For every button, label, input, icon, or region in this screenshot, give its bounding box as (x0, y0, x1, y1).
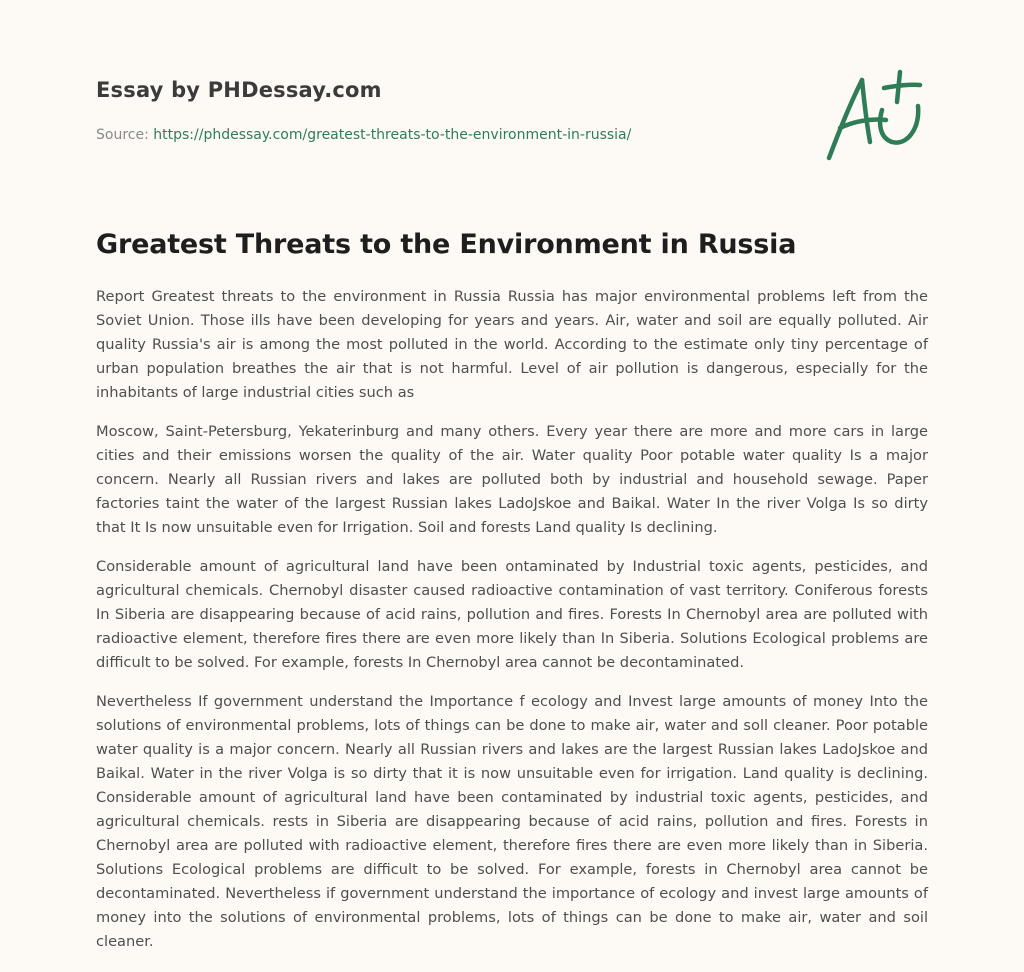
source-link[interactable]: https://phdessay.com/greatest-threats-to-the-environment-in-russia/ (153, 127, 632, 143)
article-body (96, 285, 928, 969)
paragraph: Nevertheless If government understand the Importance f ecology and Invest large amounts of money Into the solutions of environmental problems, lots of things can be done to make air, water and soll cleaner. Poor potable water quality is a major concern. Nearly all Russian rivers and lakes are the largest Russian lakes LadoJskoe and Baikal. Water in the river Volga is so dirty that it is now unsuitable even for irrigation. Land quality is declining. Considerable amount of agricultural land have been contaminated by industrial toxic agents, pesticides, and agricultural chemicals. rests in Siberia are disappearing because of acid rains, pollution and fires. Forests in Chernobyl area are polluted with radioactive element, therefore fires there are even more likely than in Siberia. Solutions Ecological problems are difficult to be solved. For example, forests in Chernobyl area cannot be decontaminated. Nevertheless if government understand the importance of ecology and invest large amounts of money into the solutions of environmental problems, lots of things can be done to make air, water and soil cleaner. (96, 693, 928, 950)
a-plus-grade-logo-icon (820, 66, 930, 166)
paragraph: Considerable amount of agricultural land have been ontaminated by Industrial toxic agents, pesticides, and agricultural chemicals. Chernobyl disaster caused radioactive contamination of vast territory. Coniferous forests In Siberia are disappearing because of acid rains, pollution and fires. Forests In Chernobyl area are polluted with radioactive element, therefore fires there are even more likely than In Siberia. Solutions Ecological problems are difficult to be solved. For example, forests In Chernobyl area cannot be decontaminated. (96, 558, 928, 671)
article-title: Greatest Threats to the Environment in Russia (96, 229, 797, 260)
paragraph: Moscow, Saint-Petersburg, Yekaterinburg and many others. Every year there are more and more cars in large cities and their emissions worsen the quality of the air. Water quality Poor potable water quality Is a major concern. Nearly all Russian rivers and lakes are polluted both by industrial and household sewage. Paper factories taint the water of the largest Russian lakes LadoJskoe and Baikal. Water In the river Volga Is so dirty that It Is now unsuitable even for Irrigation. Soil and forests Land quality Is declining. (96, 423, 928, 536)
source-line (96, 125, 796, 145)
page-header (96, 76, 796, 145)
paragraph: Report Greatest threats to the environment in Russia Russia has major environmental problems left from the Soviet Union. Those ills have been developing for years and years. Air, water and soil are equally polluted. Air quality Russia's air is among the most polluted in the world. According to the estimate only tiny percentage of urban population breathes the air that is not harmful. Level of air pollution is dangerous, especially for the inhabitants of large industrial cities such as (96, 288, 928, 401)
brand-title: Essay by PHDessay.com (96, 78, 382, 102)
source-label: Source: (96, 127, 154, 143)
